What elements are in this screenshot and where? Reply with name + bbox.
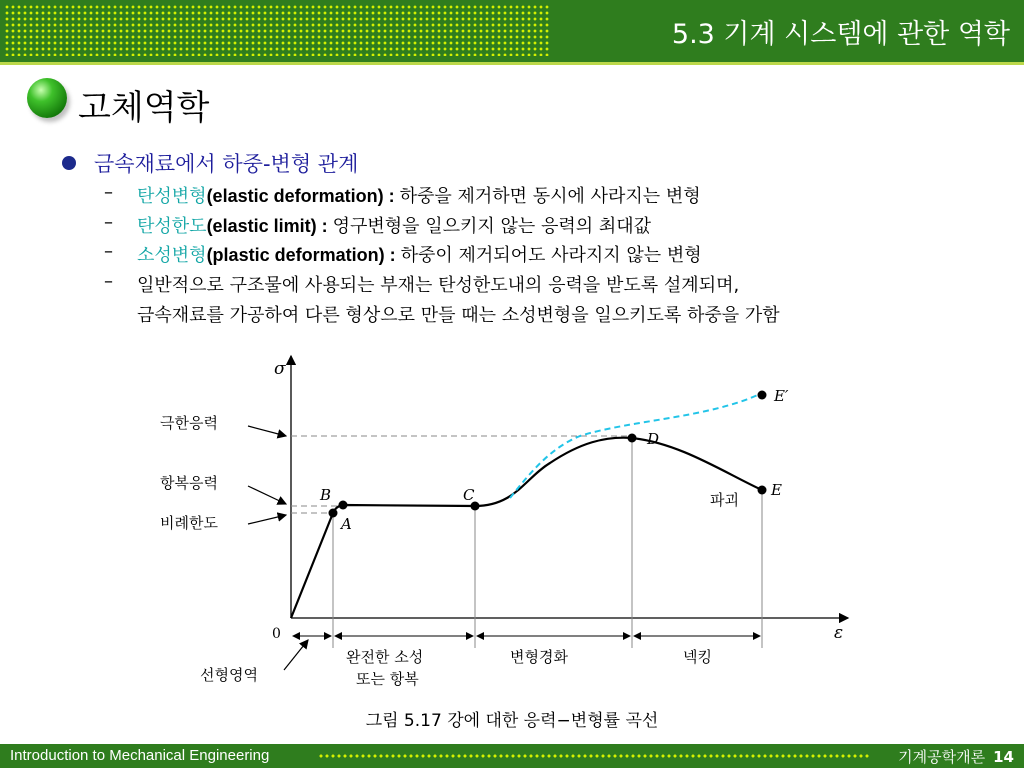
note-line-2: 금속재료를 가공하여 다른 형상으로 만들 때는 소성변형을 일으키도록 하중을 가함: [137, 305, 780, 326]
bullet-heading: 금속재료에서 하중-변형 관계: [94, 152, 359, 176]
label-b: B: [320, 486, 332, 504]
term-definition: (elastic deformation) :: [206, 186, 400, 206]
point-b: [339, 501, 348, 510]
point-e-prime: [758, 391, 767, 400]
point-e: [758, 486, 767, 495]
term: 소성변형: [137, 245, 207, 266]
term-definition: (plastic deformation) :: [206, 245, 401, 265]
term-definition: (elastic limit) :: [206, 216, 333, 236]
term-description: 하중이 제거되어도 사라지지 않는 변형: [400, 245, 702, 266]
stress-strain-diagram: [150, 348, 860, 693]
header-dot-pattern: [4, 4, 550, 56]
region-linear: 선형영역: [200, 666, 258, 684]
note-line-1: 일반적으로 구조물에 사용되는 부재는 탄성한도내의 응력을 받도록 설계되며,: [137, 275, 740, 296]
figure-caption: 그림 5.17 강에 대한 응력−변형률 곡선: [365, 711, 659, 731]
term: 탄성한도: [137, 216, 207, 237]
book-title: 기계공학개론: [898, 748, 986, 766]
label-a: A: [341, 515, 352, 533]
region-perfect-plasticity-2: 또는 항복: [356, 670, 419, 688]
region-necking: 넥킹: [683, 648, 712, 666]
header-divider: [0, 62, 1024, 65]
point-d: [628, 434, 637, 443]
section-title: 5.3 기계 시스템에 관한 역학: [671, 19, 1010, 50]
label-e: E: [771, 481, 782, 499]
green-ball-icon: [27, 78, 67, 118]
region-perfect-plasticity-1: 완전한 소성: [346, 648, 424, 666]
true-stress-curve: [510, 393, 762, 498]
label-yield-stress: 항복응력: [160, 474, 218, 492]
footer-right: [898, 746, 1014, 767]
label-d: D: [647, 430, 660, 448]
dash-icon: –: [104, 271, 113, 292]
header-bar: [0, 0, 1024, 62]
stress-strain-curve: [291, 438, 762, 618]
dash-icon: –: [104, 182, 113, 203]
term-description: 영구변형을 일으키지 않는 응력의 최대값: [332, 216, 652, 237]
course-title: Introduction to Mechanical Engineering: [10, 747, 270, 764]
point-a: [329, 509, 338, 518]
page-number: 14: [993, 748, 1014, 766]
origin-label: 0: [272, 626, 281, 642]
label-ultimate-stress: 극한응력: [160, 414, 218, 432]
slide-title: 고체역학: [78, 88, 210, 128]
dash-icon: –: [104, 241, 113, 262]
bullet-dot-icon: [62, 156, 76, 170]
x-axis-label: ε: [834, 623, 844, 643]
footer-bar: [0, 744, 1024, 768]
label-c: C: [463, 486, 475, 504]
label-proportional-limit: 비례한도: [160, 514, 218, 532]
label-e-prime: E′: [774, 387, 789, 405]
y-axis-label: σ: [274, 359, 286, 379]
fracture-label: 파괴: [710, 491, 739, 509]
dash-icon: –: [104, 212, 113, 233]
region-strain-hardening: 변형경화: [510, 648, 568, 666]
term-description: 하중을 제거하면 동시에 사라지는 변형: [399, 186, 701, 207]
term: 탄성변형: [137, 186, 207, 207]
footer-dot-pattern: [318, 753, 870, 759]
